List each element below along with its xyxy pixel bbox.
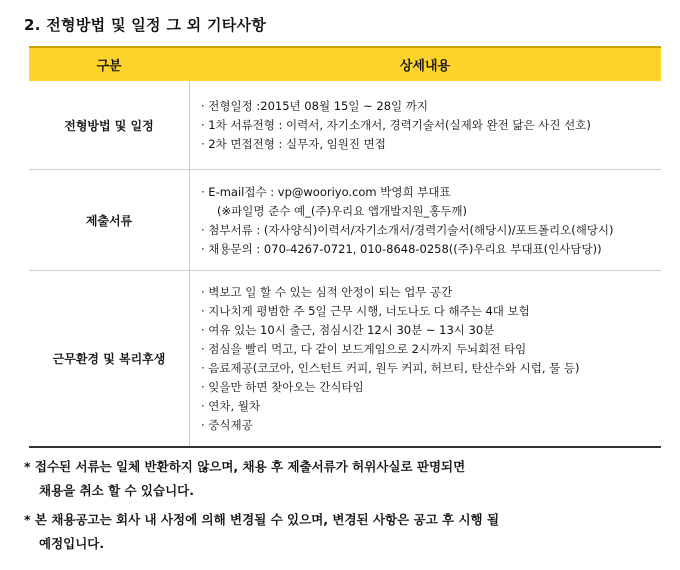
detail-line: · 벽보고 일 할 수 있는 심적 안정이 되는 업무 공간 [201, 285, 453, 299]
notice [24, 455, 465, 503]
detail-line: · 지나치게 평범한 주 5일 근무 시행, 너도나도 다 해주는 4대 보험 [201, 304, 530, 318]
detail-line: · 음료제공(코코아, 인스턴트 커피, 원두 커피, 허브티, 탄산수와 시럽, 물 등) [201, 361, 580, 375]
header-category: 구분 [96, 59, 122, 74]
notice-line: * 접수된 서류는 일체 반환하지 않으며, 채용 후 제출서류가 허위사실로 판명되면 [24, 459, 466, 474]
row-label: 근무환경 및 복리후생 [29, 271, 190, 446]
detail-line: · 채용문의 : 070-4267-0721, 010-8648-0258((주)우리요 부대표(인사담당)) [201, 242, 602, 256]
header-details: 상세내용 [399, 59, 451, 74]
detail-line: · 점심을 빨리 먹고, 다 같이 보드게임으로 2시까지 두뇌회전 타임 [201, 342, 527, 356]
row-details [190, 271, 661, 446]
detail-line: · 중식제공 [201, 418, 253, 432]
detail-line: · E-mail접수 : vp@wooriyo.com 박영희 부대표 [201, 185, 451, 199]
row-details [190, 81, 661, 169]
detail-line: · 전형일정 :2015년 08월 15일 ~ 28일 까지 [201, 99, 429, 113]
notice-line: 채용을 취소 할 수 있습니다. [39, 483, 194, 498]
table-header [29, 46, 661, 81]
detail-line: · 2차 면접전형 : 실무자, 임원진 면접 [201, 137, 386, 151]
detail-line: · 여유 있는 10시 출근, 점심시간 12시 30분 ~ 13시 30분 [201, 323, 495, 337]
row-label: 제출서류 [29, 170, 190, 270]
notice-line: 예정입니다. [39, 536, 105, 551]
row-label: 전형방법 및 일정 [29, 81, 190, 169]
detail-line: · 연차, 월차 [201, 399, 261, 413]
detail-line: · 1차 서류전형 : 이력서, 자기소개서, 경력기술서(실제와 완전 닮은 사진 선호) [201, 118, 591, 132]
notice-line: * 본 채용공고는 회사 내 사정에 의해 변경될 수 있으며, 변경된 사항은 공고 후 시행 될 [24, 512, 500, 527]
table-row [29, 271, 661, 448]
notice [24, 508, 499, 556]
table-row [29, 81, 661, 170]
section-title: 2. 전형방법 및 일정 그 외 기타사항 [24, 16, 267, 34]
detail-line: (※파일명 준수 예_(주)우리요 앱개발지원_홍두깨) [217, 204, 468, 218]
detail-line: · 잊을만 하면 찾아오는 간식타임 [201, 380, 364, 394]
table-row [29, 170, 661, 271]
detail-line: · 첨부서류 : (자사양식)이력서/자기소개서/경력기술서(해당시)/포트폴리오(해당시) [201, 223, 614, 237]
info-table [29, 46, 661, 448]
row-details [190, 170, 661, 270]
